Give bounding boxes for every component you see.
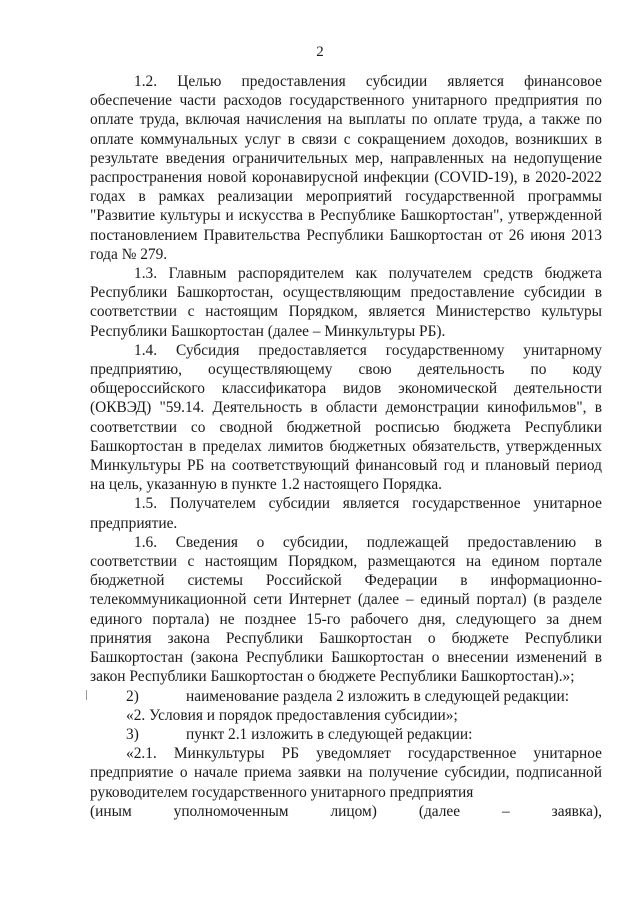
- list-item-3-text: пункт 2.1 изложить в следующей редакции:: [186, 725, 473, 743]
- paragraph-1-5: 1.5. Получателем субсидии является государственное унитарное предприятие.: [90, 495, 602, 532]
- list-item-2-number: 2): [126, 687, 139, 705]
- paragraph-1-3: 1.3. Главным распорядителем как получателем средств бюджета Республики Башкортостан, осуществляющим предоставление субсидии в соответствии с настоящим Порядком, является Министерство культуры Республики Башкортостан (далее – Минкультуры РБ).: [90, 265, 602, 340]
- list-item-2: [90, 687, 602, 706]
- section-2-title: «2. Условия и порядок предоставления субсидии»;: [126, 706, 458, 724]
- word: (далее: [418, 802, 461, 820]
- paragraph-1-4: 1.4. Субсидия предоставляется государственному унитарному предприятию, осуществляющему свою деятельность по коду общероссийского классификатора видов экономической деятельности (ОКВЭД) "59.14. Деятельность в области демонстрации кинофильмов", в соответствии со сводной бюджетной росписью бюджета Республики Башкортостан в пределах лимитов бюджетных обязательств, утвержденных Минкультуры РБ на соответствующий финансовый год и плановый период на цель, указанную в пункте 1.2 настоящего Порядка.: [90, 341, 602, 494]
- word: уполномоченным: [173, 802, 289, 820]
- list-item-2-text: наименование раздела 2 изложить в следующей редакции:: [186, 687, 570, 705]
- margin-scan-mark: [86, 690, 87, 700]
- paragraph-2-1: «2.1. Минкультуры РБ уведомляет государственное унитарное предприятие о начале приема заявки на получение субсидии, подписанной руководителем государственного унитарного предприятия: [90, 745, 602, 801]
- list-item-3: [90, 725, 602, 744]
- word: лицом): [330, 802, 377, 820]
- paragraph-1-6: 1.6. Сведения о субсидии, подлежащей предоставлению в соответствии с настоящим Порядком, размещаются на едином портале бюджетной системы Российской Федерации в информационно-телекоммуникационной сети Интернет (далее – единый портал) (в разделе единого портала) не позднее 15-го рабочего дня, следующего за днем принятия закона Республики Башкортостан о бюджете Республики Башкортостан (закона Республики Башкортостан о внесении изменений в закон Республики Башкортостан о бюджете Республики Башкортостан).»;: [90, 533, 602, 686]
- paragraph-1-2: 1.2. Целью предоставления субсидии является финансовое обеспечение части расходов государственного унитарного предприятия по оплате труда, включая начисления на выплаты по оплате труда, а также по оплате коммунальных услуг в связи с сокращением доходов, возникших в результате введения ограничительных мер, направленных на недопущение распространения новой коронавирусной инфекции (COVID-19), в 2020-2022 годах в рамках реализации мероприятий государственной программы "Развитие культуры и искусства в Республике Башкортостан", утвержденной постановлением Правительства Республики Башкортостан от 26 июня 2013 года № 279.: [90, 73, 602, 263]
- list-item-3-number: 3): [126, 725, 139, 743]
- paragraph-2-1-last-line: [90, 802, 602, 821]
- page-number: 2: [316, 44, 324, 60]
- word: –: [502, 802, 510, 820]
- word: (иным: [90, 802, 132, 820]
- word: заявка),: [551, 802, 602, 820]
- document-body: [90, 72, 602, 821]
